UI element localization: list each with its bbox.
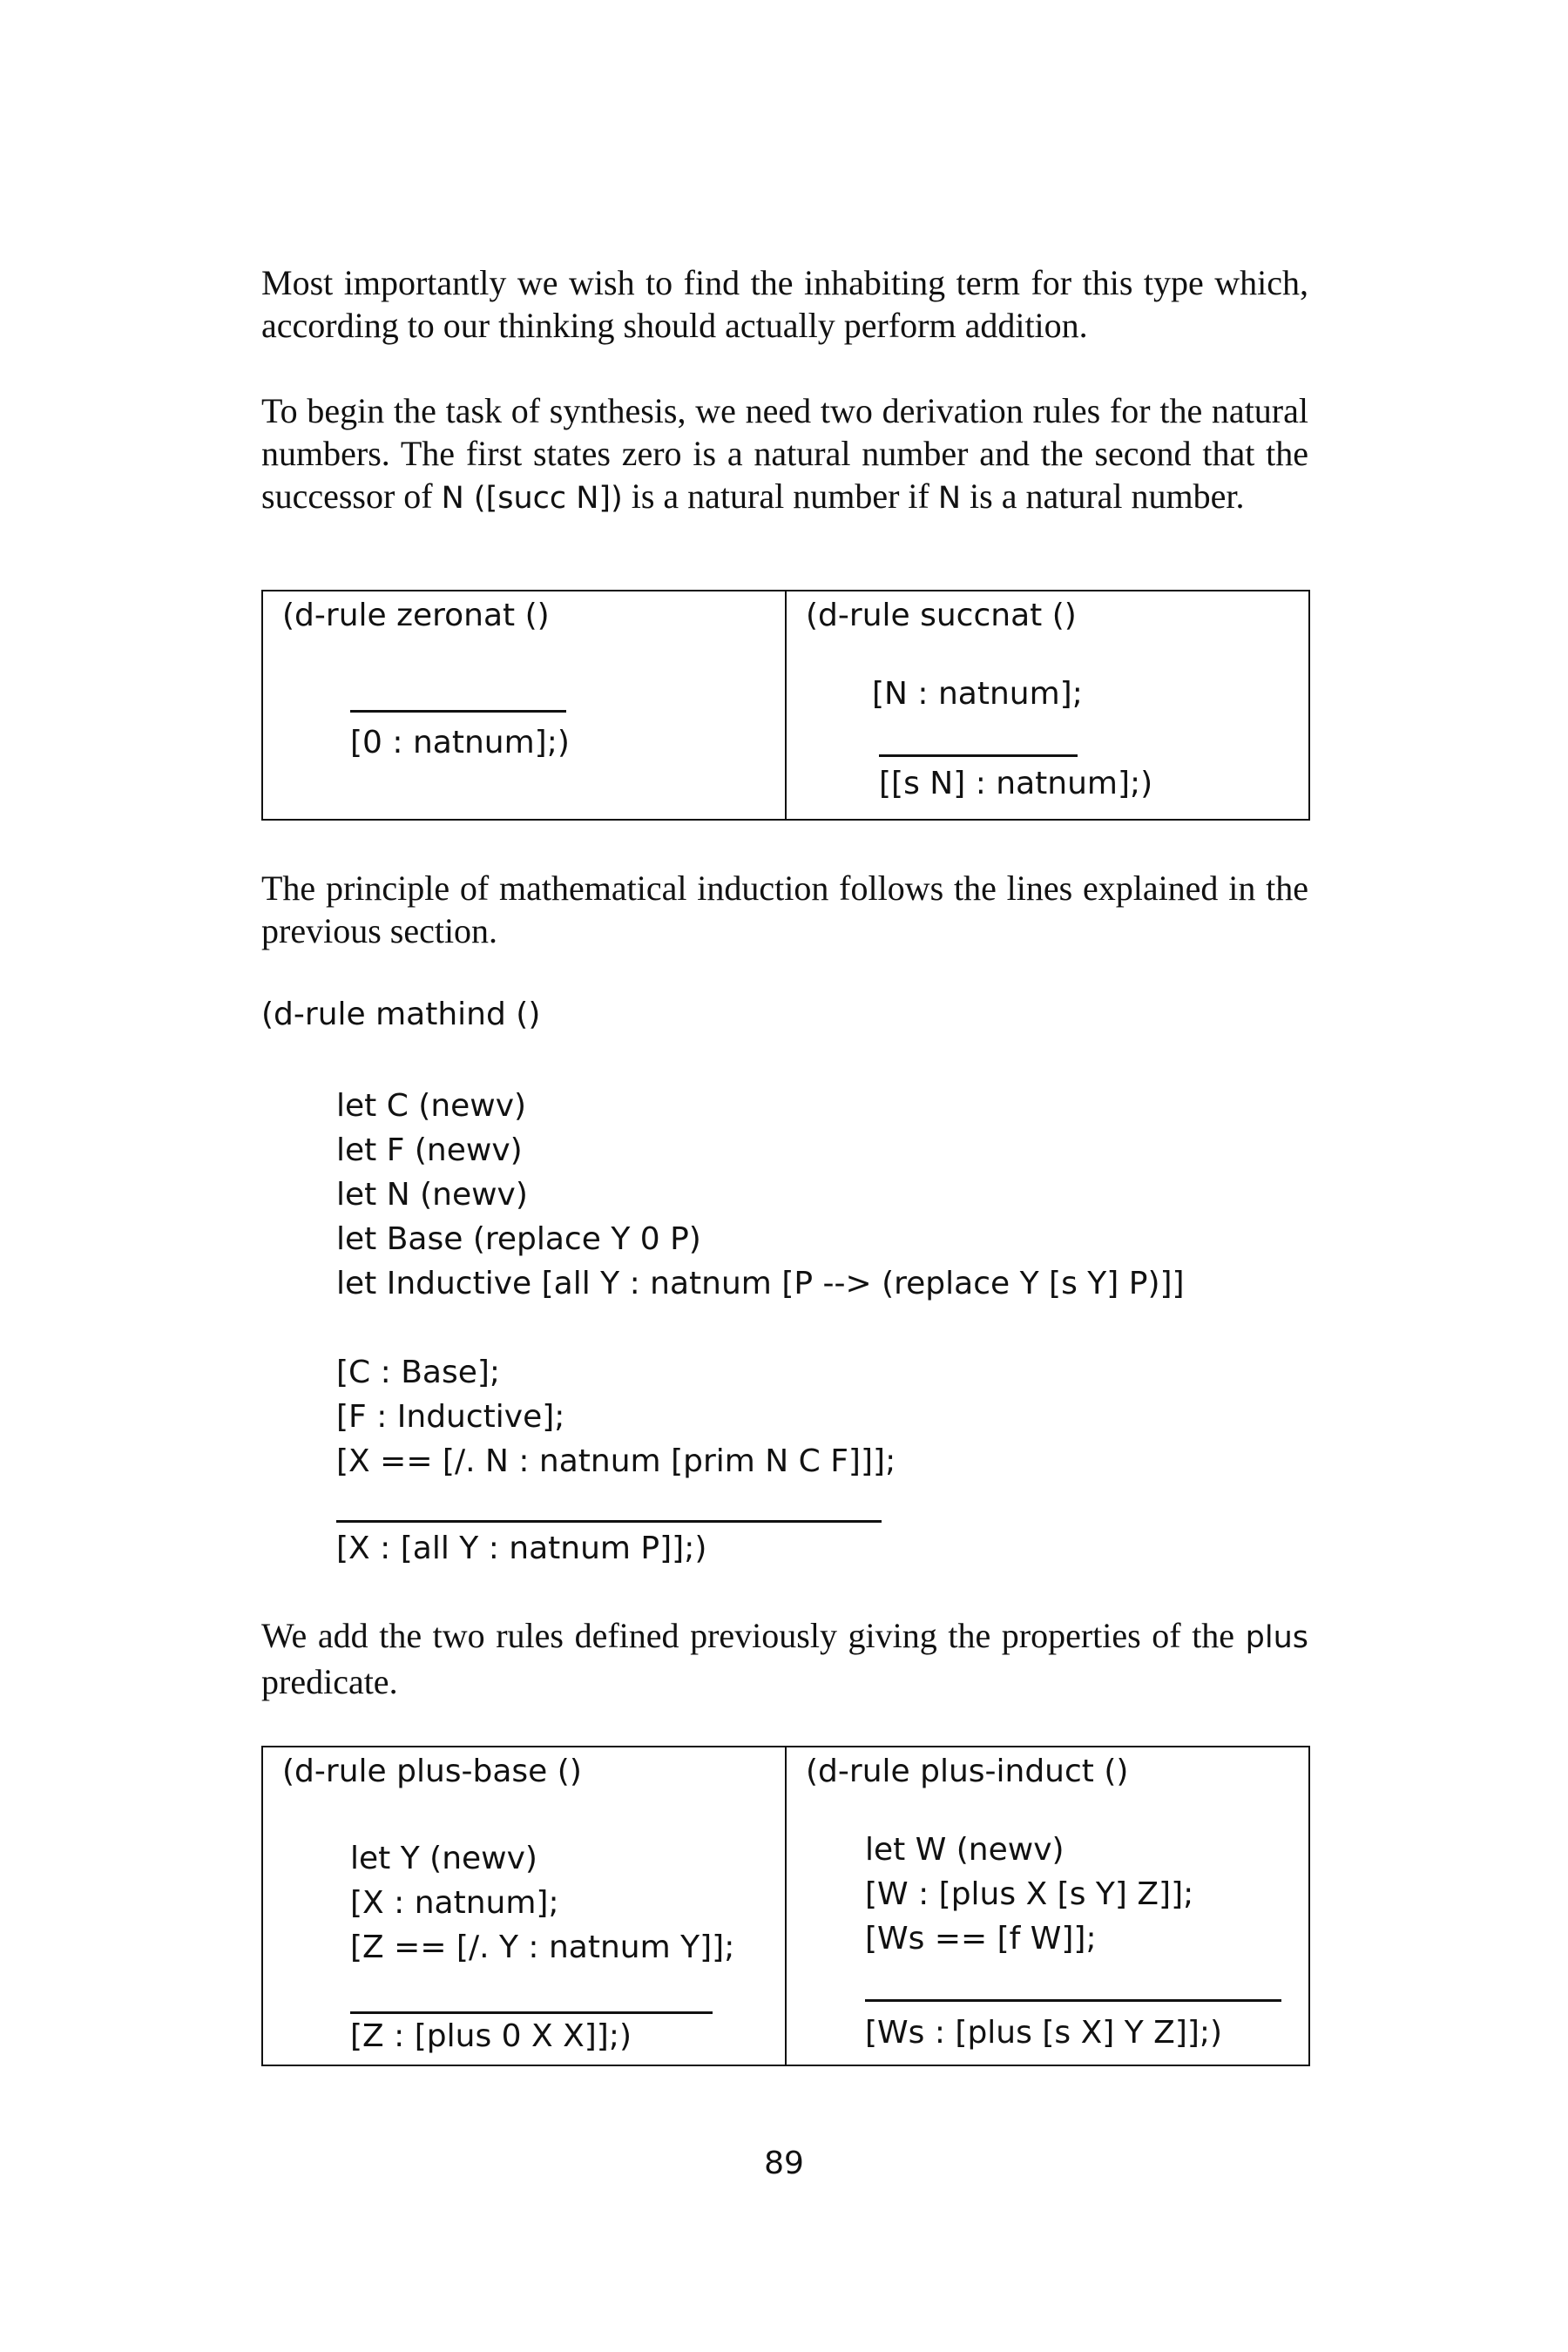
inline-code-plus: plus <box>1245 1620 1308 1655</box>
paragraph-synthesis-text-c: is a natural number. <box>961 476 1245 516</box>
paragraph-induction: The principle of mathematical induction follows the lines explained in the previous section. <box>261 868 1308 950</box>
mathind-let-inductive: let Inductive [all Y : natnum [P --> (replace Y [s Y] P)]] <box>336 1266 1185 1301</box>
plus-induct-inference-line <box>865 1999 1281 2002</box>
paragraph-plus-text-b: predicate. <box>261 1662 398 1701</box>
succnat-premise: [N : natnum]; <box>872 676 1083 712</box>
inline-code-succ: N ([succ N]) <box>441 481 623 516</box>
natnum-rules-table <box>261 590 1310 821</box>
zeronat-cell <box>262 591 786 820</box>
zeronat-header: (d-rule zeronat () <box>282 598 550 633</box>
mathind-let-n: let N (newv) <box>336 1177 528 1213</box>
succnat-cell <box>786 591 1309 820</box>
paragraph-intro: Most importantly we wish to find the inhabiting term for this type which, according to our thinking should actually perform addition. <box>261 263 1308 345</box>
plus-induct-header: (d-rule plus-induct () <box>806 1754 1129 1789</box>
plus-base-cell <box>262 1747 786 2065</box>
mathind-let-c: let C (newv) <box>336 1088 527 1124</box>
plus-base-premise-z: [Z == [/. Y : natnum Y]]; <box>350 1930 735 1965</box>
paragraph-synthesis <box>261 389 1308 521</box>
mathind-let-base: let Base (replace Y 0 P) <box>336 1221 701 1257</box>
page-number: 89 <box>764 2146 804 2181</box>
plus-induct-premise-ws: [Ws == [f W]]; <box>865 1921 1097 1957</box>
inline-code-n: N <box>937 481 962 516</box>
plus-induct-let-w: let W (newv) <box>865 1832 1064 1868</box>
mathind-rule <box>261 992 540 1037</box>
zeronat-conclusion: [0 : natnum];) <box>350 725 570 760</box>
mathind-premise-c: [C : Base]; <box>336 1355 501 1390</box>
succnat-header: (d-rule succnat () <box>806 598 1077 633</box>
mathind-premises <box>336 1350 896 1484</box>
plus-base-premise-x: [X : natnum]; <box>350 1885 559 1921</box>
succnat-inference-line <box>879 754 1078 757</box>
mathind-let-f: let F (newv) <box>336 1132 523 1168</box>
paragraph-synthesis-text-b: is a natural number if <box>622 476 938 516</box>
plus-induct-premise-w: [W : [plus X [s Y] Z]]; <box>865 1876 1194 1912</box>
plus-induct-cell <box>786 1747 1309 2065</box>
mathind-premise-f: [F : Inductive]; <box>336 1399 565 1435</box>
plus-induct-conclusion: [Ws : [plus [s X] Y Z]];) <box>865 2015 1223 2051</box>
succnat-conclusion: [[s N] : natnum];) <box>879 766 1153 801</box>
mathind-conclusion: [X : [all Y : natnum P]];) <box>336 1531 707 1566</box>
plus-base-let-y: let Y (newv) <box>350 1841 537 1876</box>
mathind-lets <box>336 1084 1185 1306</box>
mathind-header: (d-rule mathind () <box>261 997 541 1032</box>
zeronat-inference-line <box>350 710 566 713</box>
plus-base-header: (d-rule plus-base () <box>282 1754 582 1789</box>
mathind-premise-x: [X == [/. N : natnum [prim N C F]]]; <box>336 1443 896 1479</box>
mathind-inference-line <box>336 1520 882 1523</box>
plus-rules-table <box>261 1746 1310 2066</box>
paragraph-synthesis-text-a: To begin the task of synthesis, we need two derivation rules for the natural numbers. The first states zero is a natural number and the second that the successor of <box>261 391 1308 516</box>
paragraph-plus-text-a: We add the two rules defined previously giving the properties of the <box>261 1616 1246 1655</box>
plus-base-conclusion: [Z : [plus 0 X X]];) <box>350 2018 632 2054</box>
paragraph-plus <box>261 1614 1308 1703</box>
